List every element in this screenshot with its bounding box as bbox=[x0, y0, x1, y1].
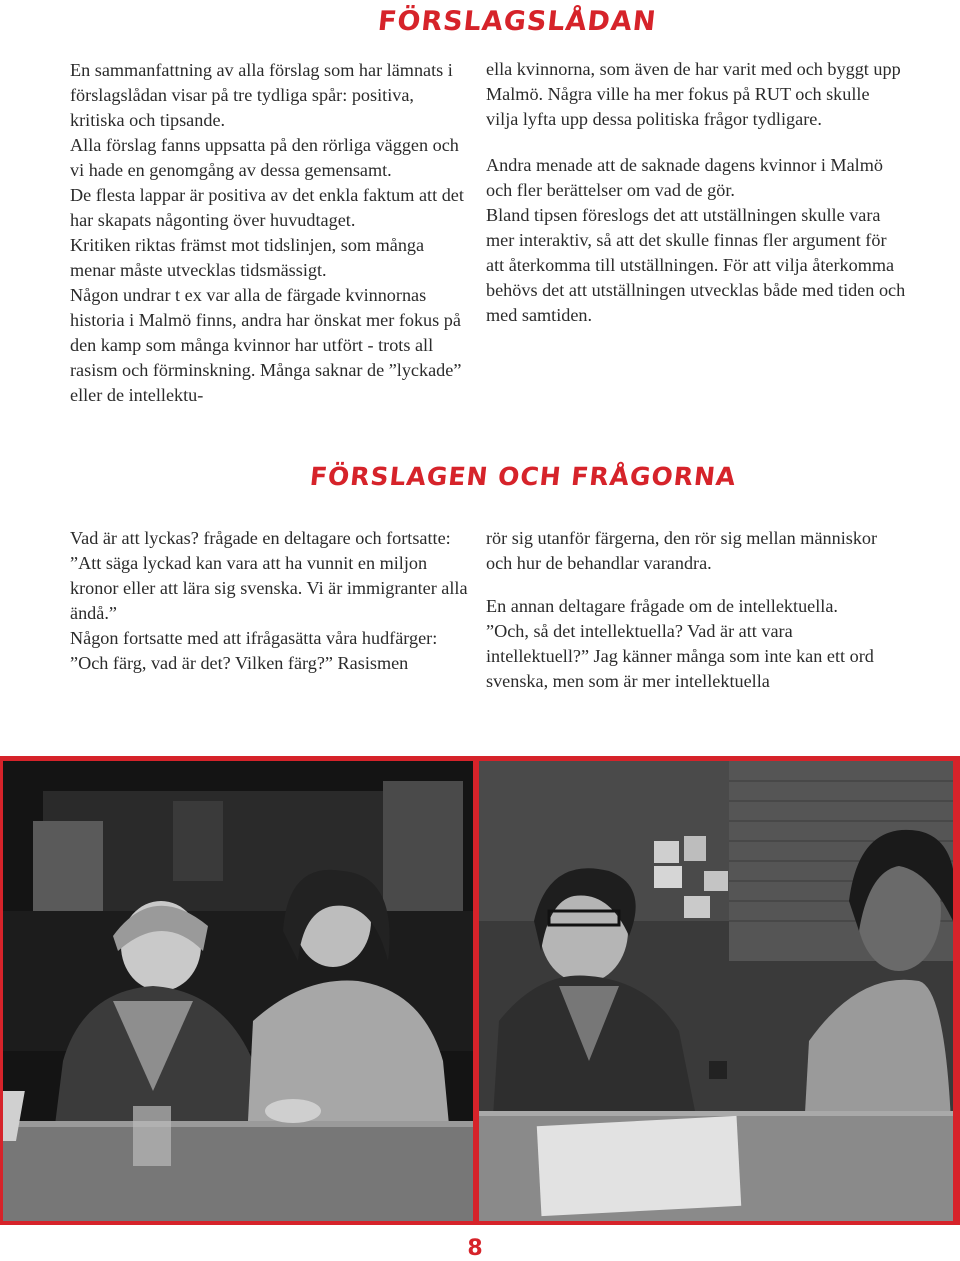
paragraph: De flesta lappar är positiva av det enkla faktum att det har skapats någonting över huvudtaget. bbox=[70, 185, 464, 230]
paragraph: ella kvinnorna, som även de har varit med och byggt upp Malmö. Några ville ha mer fokus på RUT och skulle vilja lyfta upp dessa politiska frågor tydligare. bbox=[486, 59, 901, 129]
paragraph: En annan deltagare frågade om de intellektuella. bbox=[486, 596, 838, 616]
paragraph: rör sig utanför färgerna, den rör sig mellan människor och hur de behandlar varandra. bbox=[486, 528, 878, 573]
paragraph: Andra menade att de saknade dagens kvinnor i Malmö och fler berättelser om vad de gör. bbox=[486, 155, 883, 200]
text-column-3 bbox=[70, 526, 470, 676]
paragraph: ”Och, så det intellektuella? Vad är att vara intellektuell?” Jag känner många som inte kan ett ord svenska, men som är mer intellektuella bbox=[486, 621, 874, 691]
page-number: 8 bbox=[467, 1236, 483, 1261]
text-column-1 bbox=[70, 58, 470, 408]
paragraph: Bland tipsen föreslogs det att utställningen skulle vara mer interaktiv, så att det skulle finnas fler argument för att återkomma till utställningen. För att vilja återkomma behövs det att utställningen utvecklas både med tiden och med samtiden. bbox=[486, 205, 906, 325]
paragraph: ”Och färg, vad är det? Vilken färg?” Rasismen bbox=[70, 653, 409, 673]
paragraph: Kritiken riktas främst mot tidslinjen, som många menar måste utvecklas tidsmässigt. bbox=[70, 235, 425, 280]
text-column-2 bbox=[486, 57, 906, 328]
heading-forslagen-och-fragorna: FÖRSLAGEN OCH FRÅGORNA bbox=[308, 462, 738, 491]
heading-forslagsladan: FÖRSLAGSLÅDAN bbox=[376, 6, 658, 37]
paragraph: Någon fortsatte med att ifrågasätta våra hudfärger: bbox=[70, 628, 438, 648]
paragraph: Vad är att lyckas? frågade en deltagare och fortsatte: bbox=[70, 528, 451, 548]
paragraph: Alla förslag fanns uppsatta på den rörliga väggen och vi hade en genomgång av dessa gemensamt. bbox=[70, 135, 459, 180]
text-column-4 bbox=[486, 526, 886, 694]
photo-two-women-at-table bbox=[3, 761, 473, 1221]
paragraph: ”Att säga lyckad kan vara att ha vunnit en miljon kronor eller att lära sig svenska. Vi är immigranter alla ändå.” bbox=[70, 553, 468, 623]
photo-women-in-discussion bbox=[479, 761, 953, 1221]
paragraph: En sammanfattning av alla förslag som har lämnats i förslagslådan visar på tre tydliga spår: positiva, kritiska och tipsande. bbox=[70, 60, 453, 130]
paragraph: Någon undrar t ex var alla de färgade kvinnornas historia i Malmö finns, andra har önskat mer fokus på den kamp som många kvinnor har utfört - trots all rasism och förminskning. Många saknar de ”lyckade” eller de intellektu- bbox=[70, 285, 462, 405]
